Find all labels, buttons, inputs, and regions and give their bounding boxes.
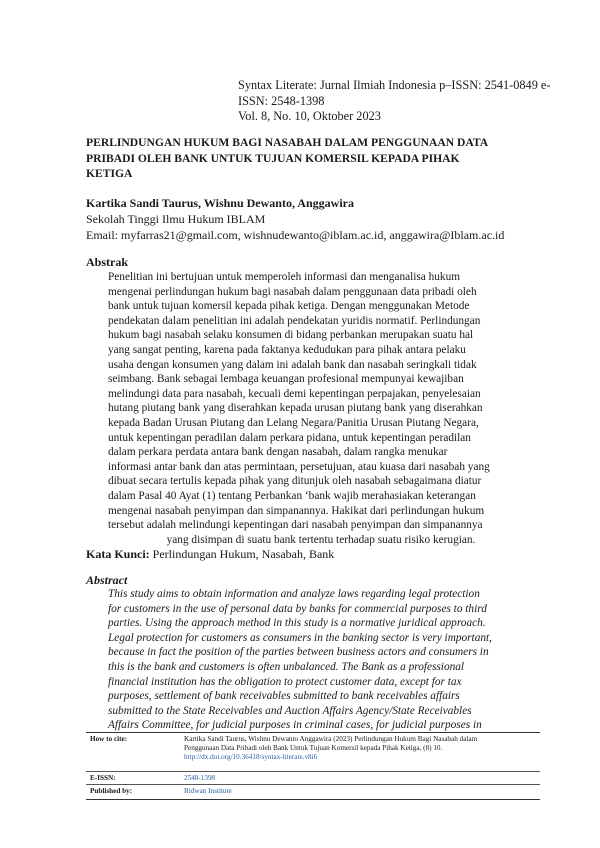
abstract-line: yang disimpan di suatu bank tertentu terhadap suatu risiko kerugian.: [166, 533, 476, 546]
abstract-line: untuk kepentingan peradilan dalam perkara pidana, untuk kepentingan peradilan: [108, 431, 471, 444]
abstract-line: dibuat secara tertulis kepada pihak yang ditunjuk oleh nasabah sebagaimana diatur: [108, 475, 482, 488]
citation-row-publisher: [86, 785, 540, 800]
abstract-en-body: [108, 587, 538, 733]
keywords-label: Kata Kunci:: [86, 547, 150, 561]
abstract-id-body: [108, 270, 534, 547]
abstract-line: yang sangat penting, karena pada faktanya kedudukan para pihak antara pelaku: [108, 343, 466, 356]
abstract-line: this is the bank and customers is often unbalanced. The Bank as a professional: [108, 660, 465, 673]
paper-title-line: PRIBADI OLEH BANK UNTUK TUJUAN KOMERSIL KEPADA PIHAK: [86, 151, 460, 165]
journal-header-line: Vol. 8, No. 10, Oktober 2023: [238, 109, 381, 123]
doi-link[interactable]: http://dx.doi.org/10.36418/syntax-literate.v8i6: [184, 753, 318, 761]
citation-text-line: Kartika Sandi Taurus, Wishnu Dewanto Anggawira (2023) Perlindungan Hukum Bagi Nasabah dalam: [184, 735, 478, 743]
abstract-line: parties. Using the approach method in this study is a normative juridical approach.: [108, 617, 486, 630]
keywords-value: Perlindungan Hukum, Nasabah, Bank: [149, 547, 335, 561]
citation-row-eissn: [86, 772, 540, 785]
abstract-line: dalam Pasal 40 Ayat (1) tentang Perbankan ‘bank wajib merahasiakan keterangan: [108, 489, 476, 502]
abstract-line: kepada Badan Urusan Piutang dan Lelang Negara/Panitia Urusan Piutang Negara,: [108, 416, 479, 429]
abstract-line: tersebut adalah melindungi kepentingan dari nasabah penyimpan dan simpanannya: [108, 519, 483, 532]
abstract-id-heading: Abstrak: [86, 255, 129, 269]
author-emails: Email: myfarras21@gmail.com, wishnudewanto@iblam.ac.id, anggawira@Iblam.ac.id: [86, 228, 505, 242]
journal-header-line: Syntax Literate: Jurnal Ilmiah Indonesia p–ISSN: 2541-0849 e-: [238, 78, 551, 92]
publisher-link[interactable]: Ridwan Institute: [184, 787, 232, 795]
paper-title-line: KETIGA: [86, 167, 133, 180]
abstract-line: hutang piutang bank yang diserahkan kepada urusan piutang bank yang diserahkan: [108, 402, 483, 415]
abstract-line: because in fact the position of the parties between business actors and consumers in: [108, 646, 489, 659]
abstract-en-heading: Abstract: [86, 573, 128, 587]
abstract-line: Legal protection for customers as consumers in the banking sector is very important,: [108, 631, 492, 644]
abstract-line: Penelitian ini bertujuan untuk memperoleh informasi dan menganalisa hukum: [108, 271, 461, 283]
citation-row-how-to-cite: [86, 733, 540, 772]
journal-header-line: ISSN: 2548-1398: [238, 93, 325, 108]
author-affiliation: Sekolah Tinggi Ilmu Hukum IBLAM: [86, 212, 266, 226]
paper-title-line: PERLINDUNGAN HUKUM BAGI NASABAH DALAM PENGGUNAAN DATA: [86, 136, 489, 149]
publisher-label: Published by:: [90, 787, 133, 795]
journal-header: [238, 78, 551, 125]
abstract-line: usaha dengan konsumen yang dalam ini adalah bank dan nasabah seringkali tidak: [108, 358, 477, 371]
abstract-line: mengenai perlindungan hukum bagi nasabah dalam penggunaan data pribadi oleh: [108, 285, 477, 298]
abstract-line: financial institution has the obligation to protect customer data, except for tax: [108, 675, 462, 688]
abstract-line: pendekatan dalam penelitian ini adalah pendekatan yuridis normatif. Perlindungan: [108, 314, 481, 327]
abstract-line: bank untuk tujuan komersil kepada pihak ketiga. Dengan menggunakan Metode: [108, 300, 470, 313]
abstract-line: melindungi data para nasabah, kecuali demi kepentingan perpajakan, penyelesaian: [108, 387, 481, 400]
abstract-line: for customers in the use of personal data by banks for commercial purposes to third: [108, 602, 487, 615]
citation-table: [86, 732, 540, 800]
abstract-line: Affairs Committee, for judicial purposes in criminal cases, for judicial purposes in: [108, 719, 482, 732]
citation-value: [180, 733, 540, 771]
eissn-label: E-ISSN:: [90, 774, 116, 782]
abstract-line: mengenai nasabah penyimpan dan simpanannya. Hakikat dari perlindungan hukum: [108, 504, 485, 517]
abstract-line: hukum bagi nasabah selaku konsumen di bidang perbankan merupakan suatu hal: [108, 329, 474, 342]
paper-title: [86, 135, 526, 182]
author-names: Kartika Sandi Taurus, Wishnu Dewanto, Anggawira: [86, 196, 354, 210]
eissn-link[interactable]: 2548-1398: [184, 774, 216, 782]
citation-label: How to cite:: [90, 735, 128, 743]
abstract-line: informasi antar bank dan atas permintaan, persetujuan, atau kuasa dari nasabah yang: [108, 460, 490, 473]
abstract-line: seimbang. Bank sebagai lembaga keuangan profesional mempunyai kewajiban: [108, 373, 464, 386]
keywords: [86, 547, 334, 562]
abstract-line: dalam perkara perdata antara bank dengan nasabah, dalam rangka menukar: [108, 446, 448, 459]
citation-text-line: Penggunaan Data Pribadi oleh Bank Untuk Tujuan Komersil kepada Pihak Ketiga, (8) 10.: [184, 744, 443, 752]
abstract-line: This study aims to obtain information and analyze laws regarding legal protection: [108, 588, 480, 600]
abstract-line: submitted to the State Receivables and Auction Affairs Agency/State Receivables: [108, 704, 472, 717]
abstract-line: purposes, settlement of bank receivables submitted to bank receivables affairs: [108, 690, 460, 703]
author-block: [86, 195, 546, 243]
